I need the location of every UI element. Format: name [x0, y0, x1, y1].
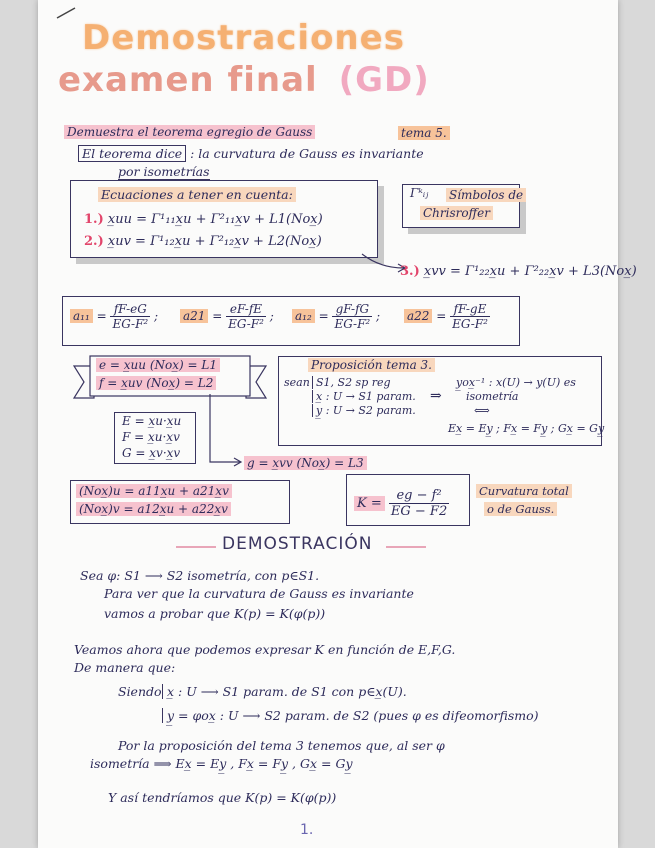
a22-label: a22 — [404, 309, 432, 323]
a12-num: gF-fG — [332, 302, 372, 317]
equation-1-text: x̲uu = Γ¹₁₁x̲u + Γ²₁₁x̲v + L1(Nox̲) — [107, 212, 323, 227]
arrow-to-g — [200, 392, 248, 468]
efg-E: E = x̲u·x̲u — [122, 414, 182, 428]
equation-1 — [84, 212, 323, 227]
derivative-v — [76, 502, 231, 516]
equation-2-text: x̲uv = Γ¹₁₂x̲u + Γ²₁₂x̲v + L2(Nox̲) — [107, 234, 322, 249]
a12-label: a₁₂ — [292, 309, 315, 323]
a11-num: fF-eG — [110, 302, 150, 317]
curvature-den: EG − F2 — [390, 504, 448, 519]
proposition-arrow: ⇒ — [430, 388, 442, 404]
curvature-name-2 — [484, 502, 557, 516]
demo-p9: isometría ⟹ Ex̲ = Ey̲ , Fx̲ = Fy̲ , Gx̲ = Gy̲ — [90, 756, 353, 771]
demo-rule-left — [176, 546, 216, 548]
efg-F: F = x̲u·x̲v — [122, 430, 180, 444]
demo-p1: Sea φ: S1 ⟶ S2 isometría, con p∈S1. — [80, 568, 320, 583]
curvature-formula — [354, 488, 449, 519]
equations-box-title-text: Ecuaciones a tener en cuenta: — [98, 187, 296, 202]
g-line — [244, 456, 367, 470]
christoffel-label-2-text: Chrisroffer — [420, 206, 493, 220]
demo-p3: vamos a probar que K(p) = K(φ(p)) — [104, 606, 326, 621]
derivative-u — [76, 484, 232, 498]
efg-G: G = x̲v·x̲v — [122, 446, 181, 460]
title-tag: (GD) — [338, 60, 430, 100]
a22-num: fF-gE — [450, 302, 490, 317]
equation-1-number: 1.) — [84, 212, 104, 227]
a12-den: EG-F² — [334, 317, 371, 331]
banner-line-1-text: e = x̲uu (Nox̲) = L1 — [96, 358, 220, 372]
coefficient-a11: a₁₁ = $\frac{fF-eG}{\text{EG-F²}}$ ; — [70, 302, 158, 331]
equation-2 — [84, 234, 322, 249]
proposition-sean: sean — [284, 376, 310, 389]
curvature-fraction — [389, 488, 449, 519]
curvature-num: eg − f² — [389, 488, 449, 504]
a11-fraction — [110, 302, 150, 331]
a11-den: EG-F² — [112, 317, 149, 331]
proposition-title-text: Proposición tema 3. — [308, 358, 435, 372]
theorem-tag-text: tema 5. — [398, 126, 450, 140]
equation-3 — [400, 264, 637, 279]
christoffel-label-1-text: Símbolos de — [446, 188, 526, 202]
a21-label: a21 — [180, 309, 208, 323]
a21-num: eF-fE — [226, 302, 266, 317]
proposition-r2: isometría — [466, 390, 519, 403]
coefficient-a22: a22 = $\frac{fF-gE}{\text{EG-F²}}$ — [404, 302, 490, 331]
proposition-l1: S1, S2 sp reg — [312, 376, 391, 389]
christoffel-symbol: Γᵏᵢⱼ — [410, 186, 429, 200]
demo-p6-lead: Siendo — [118, 684, 162, 699]
pen-mark — [55, 6, 77, 20]
demo-p7: y̲ = φox̲ : U ⟶ S2 param. de S2 (pues φ es difeomorfismo) — [162, 708, 539, 723]
equation-3-number: 3.) — [400, 264, 420, 279]
derivative-v-text: (Nox̲)v = a12x̲u + a22x̲v — [76, 502, 231, 516]
christoffel-label-2 — [420, 206, 493, 220]
demo-p5: De manera que: — [74, 660, 176, 675]
g-line-text: g = x̲vv (Nox̲) = L3 — [244, 456, 367, 470]
proposition-title — [308, 358, 435, 372]
proposition-r1: y̲ox̲⁻¹ : x(U) → y(U) es — [456, 376, 576, 389]
demo-p4: Veamos ahora que podemos expresar K en función de E,F,G. — [74, 642, 456, 657]
banner-line-2-text: f = x̲uv (Nox̲) = L2 — [96, 376, 216, 390]
theorem-statement — [78, 146, 424, 161]
proposition-l3: y̲ : U → S2 param. — [312, 404, 416, 417]
demo-p2: Para ver que la curvatura de Gauss es invariante — [104, 586, 414, 601]
demo-p10: Y así tendríamos que K(p) = K(φ(p)) — [108, 790, 337, 805]
coefficient-a21: a21 = $\frac{eF-fE}{\text{EG-F²}}$ ; — [180, 302, 274, 331]
demo-heading: DEMOSTRACIÓN — [222, 534, 373, 554]
curvature-name-2-text: o de Gauss. — [484, 502, 557, 516]
title-tag-text: GD — [355, 60, 414, 100]
page-number: 1. — [300, 822, 314, 838]
theorem-heading-text: Demuestra el teorema egregio de Gauss — [64, 125, 315, 139]
a22-fraction — [450, 302, 490, 331]
a21-den: EG-F² — [228, 317, 264, 331]
demo-p8: Por la proposición del tema 3 tenemos que, al ser φ — [118, 738, 445, 753]
title-line-2-text: examen final — [58, 60, 318, 100]
proposition-r3: ⟺ — [474, 404, 490, 417]
christoffel-label-1 — [446, 188, 526, 202]
a12-fraction — [332, 302, 372, 331]
theorem-tag — [398, 126, 450, 140]
a22-den: EG-F² — [452, 317, 488, 331]
equation-2-number: 2.) — [84, 234, 104, 249]
curvature-label: K = — [354, 496, 385, 511]
title-line-2 — [58, 60, 430, 100]
proposition-l2: x̲ : U → S1 param. — [312, 390, 416, 403]
theorem-lead: El teorema dice — [78, 145, 186, 162]
a21-fraction — [226, 302, 266, 331]
coefficient-a12: a₁₂ = $\frac{gF-fG}{\text{EG-F²}}$ ; — [292, 302, 380, 331]
derivative-u-text: (Nox̲)u = a11x̲u + a21x̲v — [76, 484, 232, 498]
equation-3-text: x̲vv = Γ¹₂₂x̲u + Γ²₂₂x̲v + L3(Nox̲) — [423, 264, 637, 279]
theorem-line2: por isometrías — [118, 164, 210, 179]
banner-line-2 — [96, 376, 216, 390]
title-line-1: Demostraciones — [82, 18, 405, 58]
demo-rule-right — [386, 546, 426, 548]
banner-line-1 — [96, 358, 220, 372]
demo-p6: x̲ : U ⟶ S1 param. de S1 con p∈x̲(U). — [162, 684, 407, 699]
a11-label: a₁₁ — [70, 309, 93, 323]
theorem-heading — [64, 125, 315, 139]
proposition-r4: Ex̲ = Ey̲ ; Fx̲ = Fy̲ ; Gx̲ = Gy̲ — [448, 422, 605, 435]
equations-box-title — [98, 187, 296, 202]
curvature-name-1 — [476, 484, 572, 498]
theorem-rest: : la curvatura de Gauss es invariante — [190, 146, 424, 161]
curvature-name-1-text: Curvatura total — [476, 484, 572, 498]
